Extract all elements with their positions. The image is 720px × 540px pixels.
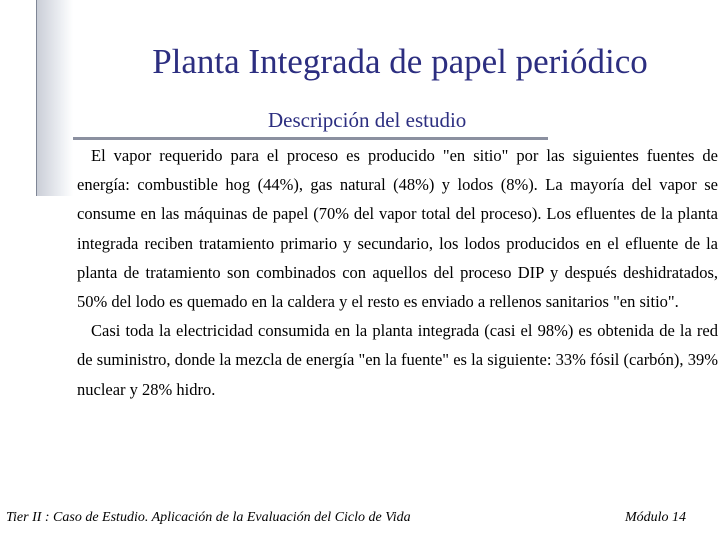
footer-course-title: Tier II : Caso de Estudio. Aplicación de la Evaluación del Ciclo de Vida (6, 510, 411, 525)
footer-module-number: Módulo 14 (624, 510, 686, 525)
decorative-bar (36, 0, 73, 196)
paragraph-electricity: Casi toda la electricidad consumida en la planta integrada (casi el 98%) es obtenida de la red de suministro, donde la mezcla de energía "en la fuente" es la siguiente: 33% fósil (carbón), 39% nuclear y 28% hidro. (77, 321, 718, 399)
slide-subtitle: Descripción del estudio (268, 108, 467, 132)
slide-title: Planta Integrada de papel periódico (152, 42, 648, 81)
subtitle-underline (73, 137, 548, 140)
paragraph-steam: El vapor requerido para el proceso es producido "en sitio" por las siguientes fuentes de energía: combustible hog (44%), gas natural (48%) y lodos (8%). La mayoría del vapor se consume en las máquinas de papel (70% del vapor total del proceso). Los efluentes de la planta integrada reciben tratamiento primario y secundario, los lodos producidos en el efluente de la planta de tratamiento son combinados con aquellos del proceso DIP y después deshidratados, 50% del lodo es quemado en la caldera y el resto es enviado a rellenos sanitarios "en sitio". (77, 146, 718, 312)
body-text (77, 141, 718, 404)
